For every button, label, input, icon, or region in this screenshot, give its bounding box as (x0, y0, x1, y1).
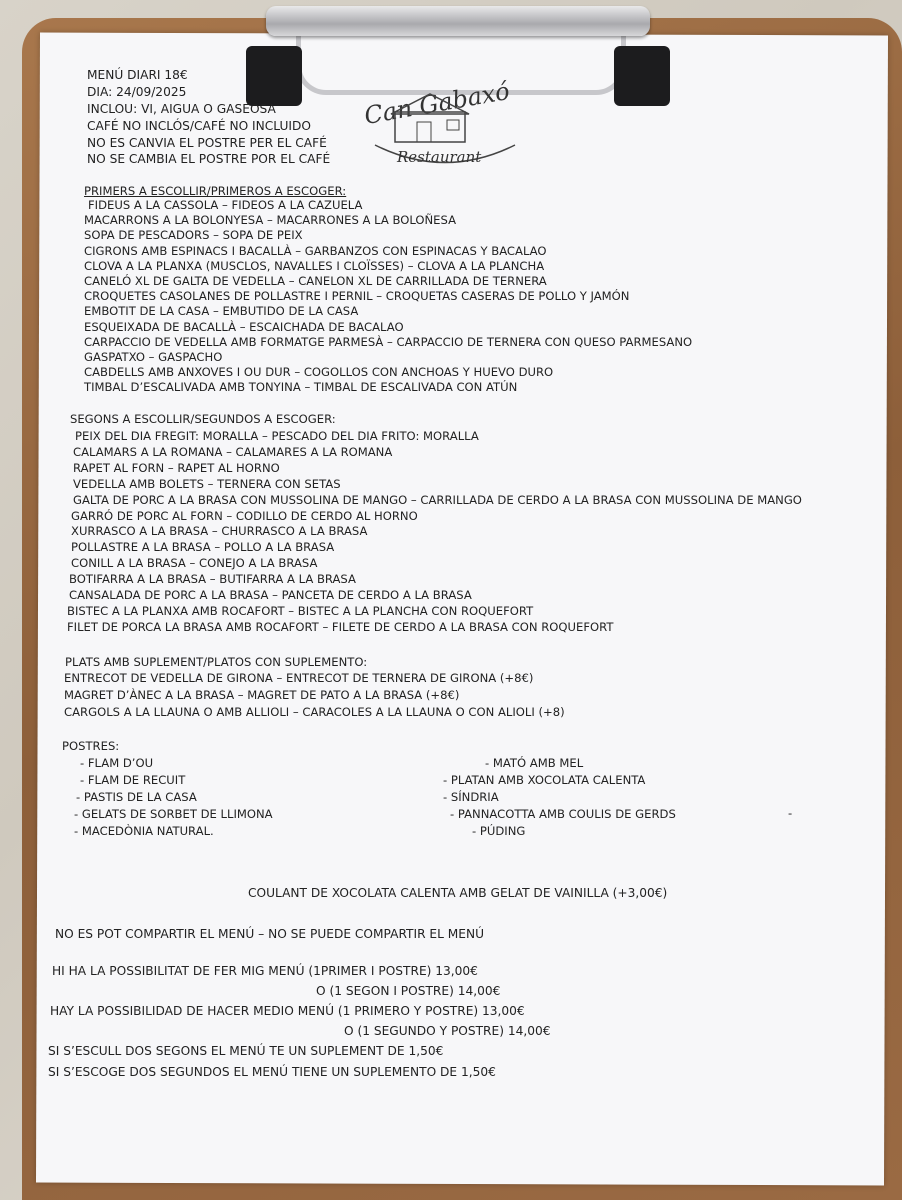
suplement-title: PLATS AMB SUPLEMENT/PLATOS CON SUPLEMENTO: (65, 655, 368, 669)
postre-item: - MATÓ AMB MEL (485, 756, 584, 770)
segon-item: FILET DE PORCA LA BRASA AMB ROCAFORT – FILETE DE CERDO A LA BRASA CON ROQUEFORT (67, 619, 614, 634)
postre-item: - SÍNDRIA (443, 790, 499, 804)
segon-item: RAPET AL FORN – RAPET AL HORNO (73, 460, 280, 475)
menu-includes: INCLOU: VI, AIGUA O GASEOSA (87, 102, 276, 116)
postre-item: - GELATS DE SORBET DE LLIMONA (74, 807, 273, 821)
segon-item: GARRÓ DE PORC AL FORN – CODILLO DE CERDO AL HORNO (71, 508, 418, 523)
postre-item: - PASTIS DE LA CASA (76, 790, 197, 804)
restaurant-logo (355, 60, 535, 170)
primer-item: MACARRONS A LA BOLONYESA – MACARRONES A LA BOLOÑESA (84, 213, 457, 228)
segon-item: PEIX DEL DIA FREGIT: MORALLA – PESCADO DEL DIA FRITO: MORALLA (75, 429, 479, 443)
suplement-item: MAGRET D’ÀNEC A LA BRASA – MAGRET DE PATO A LA BRASA (+8€) (64, 688, 460, 702)
segon-item: XURRASCO A LA BRASA – CHURRASCO A LA BRASA (71, 524, 368, 539)
coffee-note: CAFÉ NO INCLÓS/CAFÉ NO INCLUIDO (87, 119, 311, 133)
primer-item: CANELÓ XL DE GALTA DE VEDELLA – CANELON XL DE CARRILLADA DE TERNERA (84, 274, 547, 288)
no-change-cat: NO ES CANVIA EL POSTRE PER EL CAFÉ (87, 136, 327, 150)
postre-item: - FLAM D’OU (80, 756, 154, 770)
segon-item: VEDELLA AMB BOLETS – TERNERA CON SETAS (73, 476, 341, 491)
primer-item: CARPACCIO DE VEDELLA AMB FORMATGE PARMESÀ – CARPACCIO DE TERNERA CON QUESO PARMESANO (84, 334, 693, 349)
segon-item: CANSALADA DE PORC A LA BRASA – PANCETA DE CERDO A LA BRASA (69, 588, 472, 602)
segon-item: BOTIFARRA A LA BRASA – BUTIFARRA A LA BRASA (69, 572, 356, 587)
segon-item: POLLASTRE A LA BRASA – POLLO A LA BRASA (71, 540, 335, 555)
segon-item: GALTA DE PORC A LA BRASA CON MUSSOLINA DE MANGO – CARRILLADA DE CERDO A LA BRASA CON MUSSOLINA DE MANGO (73, 492, 802, 507)
postres-title: POSTRES: (62, 739, 120, 753)
half-menu-es-1: HAY LA POSSIBILIDAD DE HACER MEDIO MENÚ (1 PRIMERO Y POSTRE) 13,00€ (50, 1004, 525, 1018)
primer-item: CABDELLS AMB ANXOVES I OU DUR – COGOLLOS CON ANCHOAS Y HUEVO DURO (84, 365, 554, 380)
coulant-note: COULANT DE XOCOLATA CALENTA AMB GELAT DE VAINILLA (+3,00€) (248, 886, 668, 900)
primer-item: CLOVA A LA PLANXA (MUSCLOS, NAVALLES I CLOÏSSES) – CLOVA A LA PLANCHA (84, 258, 545, 273)
segon-item: CALAMARS A LA ROMANA – CALAMARES A LA ROMANA (73, 444, 393, 459)
half-menu-es-2: O (1 SEGUNDO Y POSTRE) 14,00€ (344, 1024, 551, 1038)
half-menu-cat-1: HI HA LA POSSIBILITAT DE FER MIG MENÚ (1PRIMER I POSTRE) 13,00€ (52, 964, 478, 978)
primer-item: GASPATXO – GASPACHO (84, 350, 223, 364)
postre-item: - FLAM DE RECUIT (80, 773, 186, 787)
menu-price: MENÚ DIARI 18€ (87, 68, 188, 82)
postre-item: - PÚDING (472, 824, 526, 838)
logo-subtitle: Restaurant (397, 148, 482, 166)
primer-item: CROQUETES CASOLANES DE POLLASTRE I PERNIL – CROQUETAS CASERAS DE POLLO Y JAMÓN (84, 289, 630, 304)
suplement-item: CARGOLS A LA LLAUNA O AMB ALLIOLI – CARACOLES A LA LLAUNA O CON ALIOLI (+8) (64, 705, 565, 719)
primer-item: TIMBAL D’ESCALIVADA AMB TONYINA – TIMBAL DE ESCALIVADA CON ATÚN (84, 380, 518, 395)
no-share-note: NO ES POT COMPARTIR EL MENÚ – NO SE PUEDE COMPARTIR EL MENÚ (55, 927, 485, 941)
primer-item: SOPA DE PESCADORS – SOPA DE PEIX (84, 228, 303, 243)
stray-dash: - (788, 806, 793, 820)
clip-bar (266, 6, 650, 36)
primer-item: FIDEUS A LA CASSOLA – FIDEOS A LA CAZUELA (88, 198, 363, 212)
clip-left-foot (246, 46, 302, 106)
primer-item: EMBOTIT DE LA CASA – EMBUTIDO DE LA CASA (84, 304, 359, 319)
postre-item: - MACEDÒNIA NATURAL. (74, 824, 214, 838)
half-menu-cat-3: SI S’ESCULL DOS SEGONS EL MENÚ TE UN SUPLEMENT DE 1,50€ (48, 1044, 444, 1058)
suplement-item: ENTRECOT DE VEDELLA DE GIRONA – ENTRECOT DE TERNERA DE GIRONA (+8€) (64, 671, 534, 685)
menu-date: DIA: 24/09/2025 (87, 85, 187, 99)
clip-right-foot (614, 46, 670, 106)
half-menu-es-3: SI S’ESCOGE DOS SEGUNDOS EL MENÚ TIENE UN SUPLEMENTO DE 1,50€ (48, 1065, 496, 1079)
no-change-es: NO SE CAMBIA EL POSTRE POR EL CAFÉ (87, 152, 331, 166)
segons-title: SEGONS A ESCOLLIR/SEGUNDOS A ESCOGER: (70, 412, 336, 426)
primer-item: ESQUEIXADA DE BACALLÀ – ESCAICHADA DE BACALAO (84, 319, 404, 334)
postre-item: - PLATAN AMB XOCOLATA CALENTA (443, 773, 646, 787)
segon-item: CONILL A LA BRASA – CONEJO A LA BRASA (71, 556, 318, 571)
half-menu-cat-2: O (1 SEGON I POSTRE) 14,00€ (316, 984, 501, 998)
segon-item: BISTEC A LA PLANXA AMB ROCAFORT – BISTEC A LA PLANCHA CON ROQUEFORT (67, 603, 534, 618)
primers-title: PRIMERS A ESCOLLIR/PRIMEROS A ESCOGER: (84, 184, 347, 198)
logo-name: Can Gabaxó (362, 76, 512, 130)
postre-item: - PANNACOTTA AMB COULIS DE GERDS (450, 807, 676, 821)
primer-item: CIGRONS AMB ESPINACS I BACALLÀ – GARBANZOS CON ESPINACAS Y BACALAO (84, 243, 547, 258)
